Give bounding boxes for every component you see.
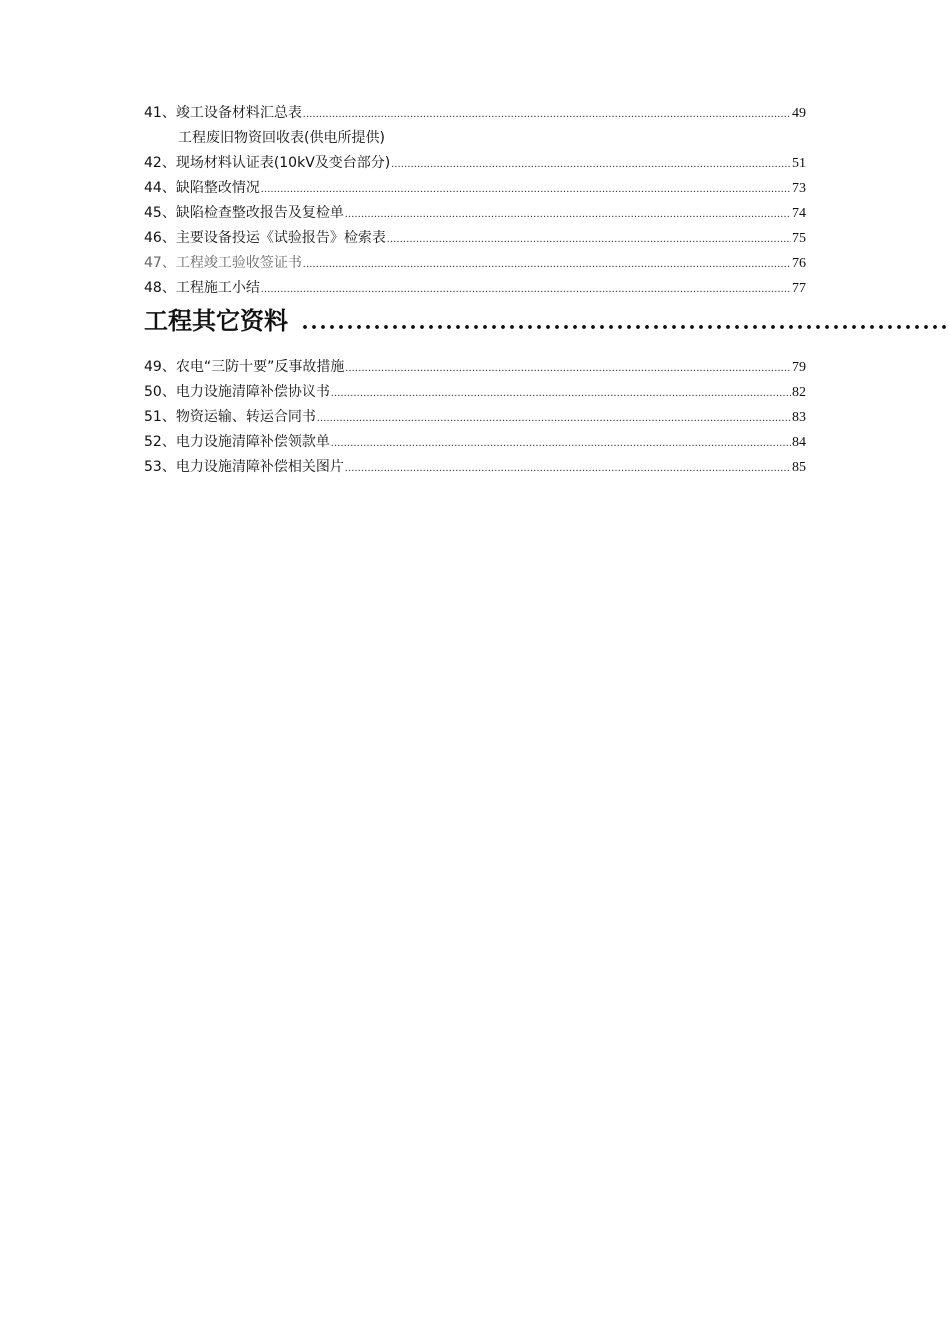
toc-page-number: 85 (792, 460, 806, 475)
toc-entry-51[interactable] (144, 405, 806, 430)
toc-entry-label: 53、电力设施清障补偿相关图片 (144, 459, 344, 475)
toc-entry-label: 工程废旧物资回收表(供电所提供) (178, 130, 385, 146)
toc-page-number: 76 (792, 256, 806, 271)
toc-page-number: 83 (792, 410, 806, 425)
dot-leader (302, 304, 950, 340)
dot-leader (261, 277, 791, 302)
toc-page-number: 75 (792, 231, 806, 246)
toc-entry-label: 42、现场材料认证表(10kV及变台部分) (144, 155, 391, 171)
table-of-contents (144, 101, 950, 480)
toc-entry-label: 41、竣工设备材料汇总表 (144, 105, 302, 121)
toc-entry-49[interactable] (144, 355, 806, 380)
toc-entry-label: 48、工程施工小结 (144, 280, 260, 296)
dot-leader (391, 152, 791, 177)
toc-entry-50[interactable] (144, 380, 806, 405)
toc-entry-53[interactable] (144, 455, 806, 480)
toc-page-number: 74 (792, 206, 806, 221)
toc-entry-47[interactable] (144, 251, 806, 276)
toc-entry-45[interactable] (144, 201, 806, 226)
toc-entry-label: 46、主要设备投运《试验报告》检索表 (144, 230, 386, 246)
toc-entry-label: 50、电力设施清障补偿协议书 (144, 384, 330, 400)
toc-entry-label: 47、工程竣工验收签证书 (144, 255, 302, 271)
toc-page-number: 49 (792, 106, 806, 121)
toc-entry-42[interactable] (144, 151, 806, 176)
toc-entry-label: 51、物资运输、转运合同书 (144, 409, 316, 425)
toc-entry-label: 49、农电“三防十要”反事故措施 (144, 359, 345, 375)
toc-entry-recycling[interactable] (144, 126, 806, 151)
toc-entry-label: 45、缺陷检查整改报告及复检单 (144, 205, 344, 221)
dot-leader (303, 252, 791, 277)
dot-leader (331, 431, 791, 456)
dot-leader (261, 177, 791, 202)
dot-leader (317, 406, 791, 431)
toc-entry-48[interactable] (144, 276, 806, 301)
dot-leader (345, 202, 791, 227)
toc-entry-52[interactable] (144, 430, 806, 455)
toc-entry-41[interactable] (144, 101, 806, 126)
toc-page-number: 84 (792, 435, 806, 450)
toc-entry-46[interactable] (144, 226, 806, 251)
toc-entry-label: 44、缺陷整改情况 (144, 180, 260, 196)
toc-page-number: 77 (792, 281, 806, 296)
dot-leader (345, 456, 791, 481)
dot-leader (303, 102, 791, 127)
toc-entry-label: 52、电力设施清障补偿领款单 (144, 434, 330, 450)
dot-leader (387, 227, 791, 252)
section-heading[interactable] (144, 303, 950, 347)
toc-entry-44[interactable] (144, 176, 806, 201)
dot-leader (331, 381, 791, 406)
dot-leader (345, 356, 791, 381)
toc-page-number: 73 (792, 181, 806, 196)
toc-page-number: 51 (792, 156, 806, 171)
section-title: 工程其它资料 (144, 307, 288, 335)
toc-page-number: 82 (792, 385, 806, 400)
toc-page-number: 79 (792, 360, 806, 375)
spacer (144, 347, 950, 355)
